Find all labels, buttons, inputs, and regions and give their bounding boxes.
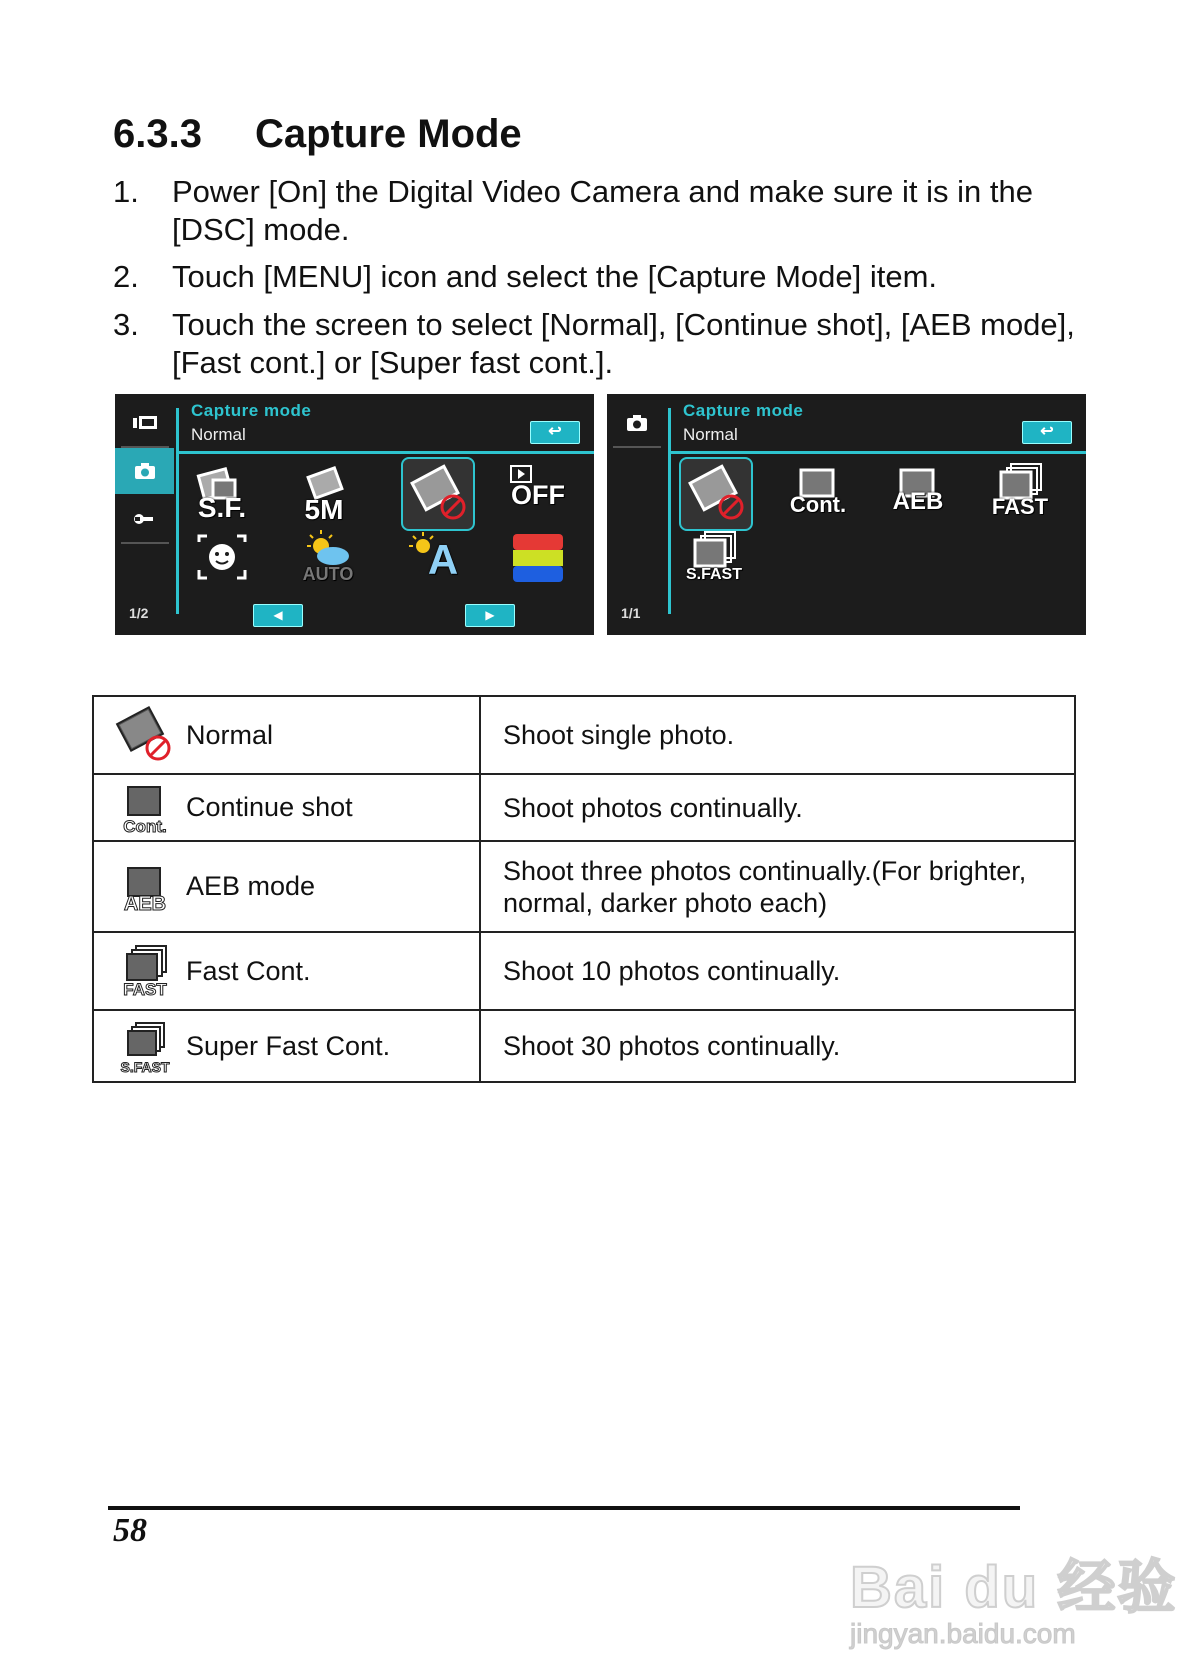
return-icon: ↩	[548, 423, 562, 440]
icon-label: OFF	[511, 480, 565, 510]
auto-white-balance-icon[interactable]	[401, 526, 471, 596]
step-number: 1.	[113, 174, 139, 209]
menu-sidebar	[115, 394, 176, 635]
divider	[613, 446, 661, 448]
camera-icon	[134, 462, 156, 480]
icon-label: FAST	[991, 494, 1049, 519]
normal-capture-icon[interactable]	[679, 457, 753, 531]
auto-scene-icon[interactable]	[293, 526, 363, 596]
header-divider	[668, 451, 1086, 454]
aeb-icon	[114, 856, 176, 918]
page-indicator: 1/1	[621, 605, 641, 621]
table-row	[93, 841, 1075, 932]
sfast-graphic	[679, 526, 749, 596]
mode-name: Super Fast Cont.	[186, 1030, 391, 1061]
table-row	[93, 774, 1075, 841]
sfast-icon[interactable]	[679, 526, 749, 596]
icon-label: FAST	[123, 980, 167, 999]
watermark-url: jingyan.baidu.com	[850, 1618, 1076, 1649]
tab-video-settings[interactable]	[115, 400, 174, 446]
icon-label: Cont.	[123, 816, 167, 836]
mode-name: Fast Cont.	[186, 955, 311, 986]
icon-label: S.FAST	[120, 1059, 170, 1075]
color-graphic	[503, 526, 573, 596]
video-menu-icon	[133, 414, 157, 432]
table-row	[93, 696, 1075, 774]
normal-icon	[114, 704, 176, 766]
icon-label: AEB	[892, 488, 944, 515]
mode-cell	[93, 841, 480, 932]
normal-graphic	[403, 459, 473, 529]
fast-icon	[114, 940, 176, 1002]
icon-label: A	[427, 536, 459, 583]
capture-mode-table	[92, 695, 1076, 1083]
tab-photo-settings[interactable]	[115, 448, 174, 494]
description-cell: Shoot 30 photos continually.	[480, 1010, 1075, 1082]
footer-rule	[108, 1506, 1020, 1510]
step-text: Touch the screen to select [Normal], [Continue shot], [AEB mode], [Fast cont.] or [Super fast cont.].	[172, 307, 1075, 380]
cont-icon[interactable]	[783, 458, 853, 528]
current-value: Normal	[191, 425, 246, 444]
self-timer-off-icon[interactable]	[503, 458, 573, 528]
step-1	[113, 173, 1103, 249]
watermark-brand: Bai du 经验	[850, 1555, 1178, 1620]
tab-setup[interactable]	[115, 496, 174, 542]
menu-sidebar	[607, 394, 668, 635]
prev-page-button[interactable]	[253, 604, 303, 627]
weather-graphic	[293, 526, 363, 596]
mode-name: AEB mode	[186, 871, 316, 901]
sf-icon[interactable]	[187, 458, 257, 528]
sidebar-separator	[668, 408, 671, 614]
camera-screen-1	[115, 394, 594, 635]
left-arrow-icon: ◀	[273, 608, 283, 622]
icon-label: AUTO	[302, 564, 354, 584]
description-cell: Shoot single photo.	[480, 696, 1075, 774]
camera-icon	[626, 414, 648, 432]
tab-photo-settings[interactable]	[607, 400, 666, 446]
normal-capture-icon[interactable]	[401, 457, 475, 531]
sidebar-separator	[176, 408, 179, 614]
fast-icon[interactable]	[985, 458, 1055, 528]
description-cell: Shoot three photos continually.(For brighter, normal, darker photo each)	[480, 841, 1075, 932]
back-button[interactable]	[530, 421, 580, 444]
mode-cell	[93, 1010, 480, 1082]
step-text: Power [On] the Digital Video Camera and make sure it is in the [DSC] mode.	[172, 174, 1033, 247]
icon-label: Cont.	[789, 492, 847, 517]
face-detect-icon[interactable]	[187, 526, 257, 596]
wrench-icon	[133, 511, 157, 527]
icon-label: S.FAST	[685, 566, 742, 583]
color-effect-icon[interactable]	[503, 526, 573, 596]
cont-icon	[114, 777, 176, 839]
page-indicator: 1/2	[129, 605, 149, 621]
return-icon: ↩	[1040, 423, 1054, 440]
back-button[interactable]	[1022, 421, 1072, 444]
table-row	[93, 932, 1075, 1010]
mode-cell	[93, 774, 480, 841]
description-cell: Shoot 10 photos continually.	[480, 932, 1075, 1010]
face-graphic	[187, 526, 257, 596]
page-number: 58	[113, 1512, 147, 1549]
step-number: 2.	[113, 259, 139, 294]
right-arrow-icon: ▶	[485, 608, 495, 622]
step-2	[113, 258, 1103, 296]
icon-label: S.F.	[197, 492, 247, 523]
section-title: Capture Mode	[255, 112, 522, 156]
5m-icon[interactable]	[289, 458, 359, 528]
mode-cell	[93, 696, 480, 774]
icon-label: AEB	[123, 892, 167, 915]
mode-name: Continue shot	[186, 792, 353, 822]
aeb-icon[interactable]	[883, 458, 953, 528]
step-number: 3.	[113, 307, 139, 342]
current-value: Normal	[683, 425, 738, 444]
mode-name: Normal	[186, 719, 274, 750]
step-text: Touch [MENU] icon and select the [Capture Mode] item.	[172, 259, 938, 294]
header-divider	[176, 451, 594, 454]
step-3	[113, 306, 1103, 382]
section-number: 6.3.3	[113, 112, 202, 156]
camera-screen-2	[607, 394, 1086, 635]
baidu-watermark	[850, 1540, 1177, 1650]
normal-graphic	[681, 459, 751, 529]
menu-title: Capture mode	[191, 401, 312, 420]
description-cell: Shoot photos continually.	[480, 774, 1075, 841]
section-heading	[113, 112, 522, 157]
normal-graphic	[114, 704, 176, 766]
next-page-button[interactable]	[465, 604, 515, 627]
table-row	[93, 1010, 1075, 1082]
mode-cell	[93, 932, 480, 1010]
menu-title: Capture mode	[683, 401, 804, 420]
sfast-icon	[114, 1015, 176, 1077]
icon-label: 5M	[304, 494, 344, 525]
divider	[121, 542, 169, 544]
